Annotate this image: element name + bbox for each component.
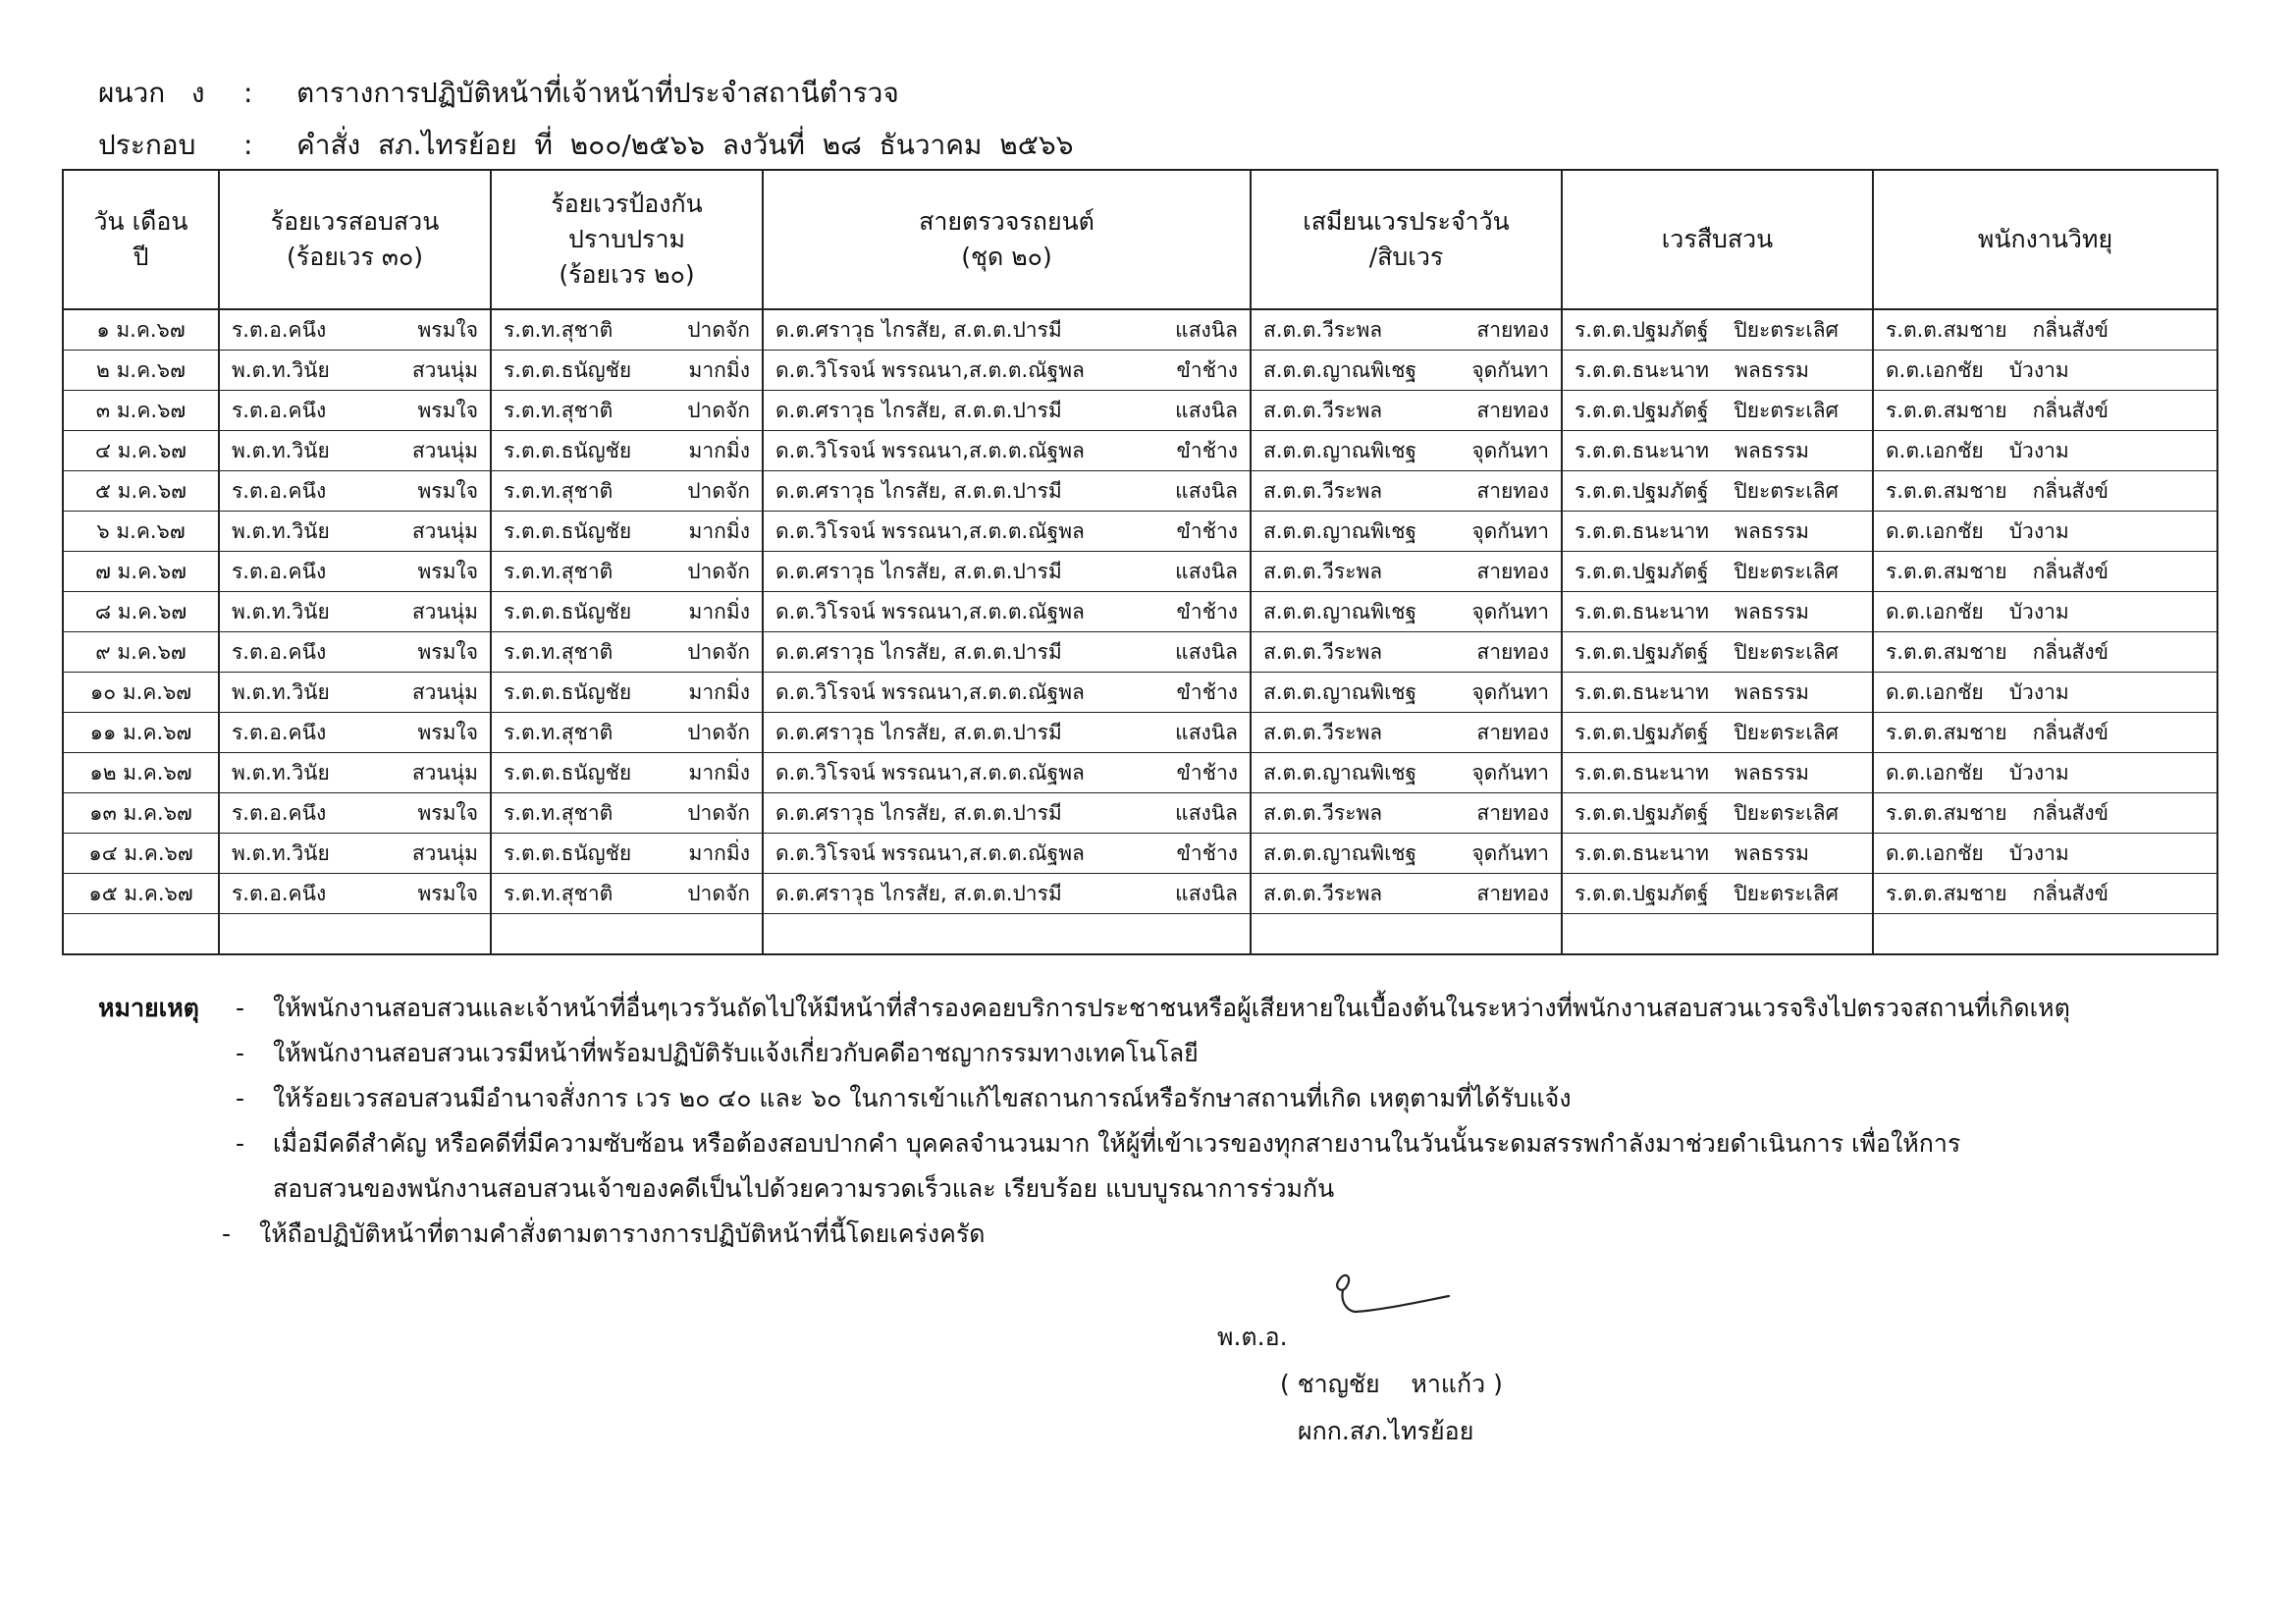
signer-position: ผกก.สภ.ไทรย้อย: [1298, 1417, 1474, 1445]
col-header-daily-clerk: เสมียนเวรประจำวัน /สิบเวร: [1251, 170, 1562, 309]
table-row: ๖ ม.ค.๖๗ พ.ต.ท.วินัย สวนนุ่ม ร.ต.ต.ธนัญชัย มากมิ่ง ด.ต.วิโรจน์ พรรณนา,ส.ต.ต.ณัฐพล ขำช้าง ส.ต.ต.ญาณพิเชฐ จุดกันทา ร.ต.ต.ธนะนาท พลธรรม ด.ต.เอกชัย บัวงาม: [63, 512, 2217, 552]
duty-schedule-table: [62, 169, 2218, 955]
row-date: ๑๔ ม.ค.๖๗: [63, 834, 219, 874]
row-date: ๑๓ ม.ค.๖๗: [63, 793, 219, 834]
table-header-row: [63, 170, 2217, 309]
signer-rank: พ.ต.อ.: [1217, 1323, 1288, 1351]
annex-line: [98, 77, 899, 110]
remark-item: - ให้พนักงานสอบสวนเวรมีหน้าที่พร้อมปฏิบัติรับแจ้งเกี่ยวกับคดีอาชญากรรมทางเทคโนโลยี: [236, 1039, 1199, 1067]
table-row: ๑๓ ม.ค.๖๗ ร.ต.อ.คนึง พรมใจ ร.ต.ท.สุชาติ ปาดจัก ด.ต.ศราวุธ ไกรสัย, ส.ต.ต.ปารมี แสงนิล ส.ต.ต.วีระพล สายทอง ร.ต.ต.ปฐมภัตฐ์ ปิยะตระเลิศ ร.ต.ต.สมชาย กลิ่นสังข์: [63, 793, 2217, 834]
col-header-prevention-duty: ร้อยเวรป้องกัน ปราบปราม (ร้อยเวร ๒๐): [491, 170, 763, 309]
table-row-empty: [63, 914, 2217, 955]
handwritten-signature: [1325, 1267, 1453, 1326]
annex-label: ผนวก ง: [98, 77, 205, 109]
row-date: ๗ ม.ค.๖๗: [63, 552, 219, 592]
annex-title: ตารางการปฏิบัติหน้าที่เจ้าหน้าที่ประจำสถานีตำรวจ: [296, 77, 899, 109]
table-row: ๑๒ ม.ค.๖๗ พ.ต.ท.วินัย สวนนุ่ม ร.ต.ต.ธนัญชัย มากมิ่ง ด.ต.วิโรจน์ พรรณนา,ส.ต.ต.ณัฐพล ขำช้าง ส.ต.ต.ญาณพิเชฐ จุดกันทา ร.ต.ต.ธนะนาท พลธรรม ด.ต.เอกชัย บัวงาม: [63, 753, 2217, 793]
table-row: ๑ ม.ค.๖๗ ร.ต.อ.คนึง พรมใจ ร.ต.ท.สุชาติ ปาดจัก ด.ต.ศราวุธ ไกรสัย, ส.ต.ต.ปารมี แสงนิล ส.ต.ต.วีระพล สายทอง ร.ต.ต.ปฐมภัตฐ์ ปิยะตระเลิศ ร.ต.ต.สมชาย กลิ่นสังข์: [63, 309, 2217, 351]
row-date: ๕ ม.ค.๖๗: [63, 471, 219, 512]
col-header-intelligence-duty: เวรสืบสวน: [1562, 170, 1873, 309]
table-row: ๘ ม.ค.๖๗ พ.ต.ท.วินัย สวนนุ่ม ร.ต.ต.ธนัญชัย มากมิ่ง ด.ต.วิโรจน์ พรรณนา,ส.ต.ต.ณัฐพล ขำช้าง ส.ต.ต.ญาณพิเชฐ จุดกันทา ร.ต.ต.ธนะนาท พลธรรม ด.ต.เอกชัย บัวงาม: [63, 592, 2217, 632]
remark-item-continuation: สอบสวนของพนักงานสอบสวนเจ้าของคดีเป็นไปด้วยความรวดเร็วและ เรียบร้อย แบบบูรณาการร่วมกัน: [273, 1174, 1335, 1203]
table-row: ๓ ม.ค.๖๗ ร.ต.อ.คนึง พรมใจ ร.ต.ท.สุชาติ ปาดจัก ด.ต.ศราวุธ ไกรสัย, ส.ต.ต.ปารมี แสงนิล ส.ต.ต.วีระพล สายทอง ร.ต.ต.ปฐมภัตฐ์ ปิยะตระเลิศ ร.ต.ต.สมชาย กลิ่นสังข์: [63, 391, 2217, 431]
table-row: ๑๑ ม.ค.๖๗ ร.ต.อ.คนึง พรมใจ ร.ต.ท.สุชาติ ปาดจัก ด.ต.ศราวุธ ไกรสัย, ส.ต.ต.ปารมี แสงนิล ส.ต.ต.วีระพล สายทอง ร.ต.ต.ปฐมภัตฐ์ ปิยะตระเลิศ ร.ต.ต.สมชาย กลิ่นสังข์: [63, 713, 2217, 753]
table-row: ๑๔ ม.ค.๖๗ พ.ต.ท.วินัย สวนนุ่ม ร.ต.ต.ธนัญชัย มากมิ่ง ด.ต.วิโรจน์ พรรณนา,ส.ต.ต.ณัฐพล ขำช้าง ส.ต.ต.ญาณพิเชฐ จุดกันทา ร.ต.ต.ธนะนาท พลธรรม ด.ต.เอกชัย บัวงาม: [63, 834, 2217, 874]
remarks-section: [98, 986, 2258, 1257]
row-date: ๑๑ ม.ค.๖๗: [63, 713, 219, 753]
remark-item: - ให้ร้อยเวรสอบสวนมีอำนาจสั่งการ เวร ๒๐ ๔๐ และ ๖๐ ในการเข้าแก้ไขสถานการณ์หรือรักษาสถานที่เกิด เหตุตามที่ได้รับแจ้ง: [236, 1084, 1572, 1112]
remark-item: - ให้ถือปฏิบัติหน้าที่ตามคำสั่งตามตารางการปฏิบัติหน้าที่นี้โดยเคร่งครัด: [222, 1219, 986, 1248]
table-row: ๙ ม.ค.๖๗ ร.ต.อ.คนึง พรมใจ ร.ต.ท.สุชาติ ปาดจัก ด.ต.ศราวุธ ไกรสัย, ส.ต.ต.ปารมี แสงนิล ส.ต.ต.วีระพล สายทอง ร.ต.ต.ปฐมภัตฐ์ ปิยะตระเลิศ ร.ต.ต.สมชาย กลิ่นสังข์: [63, 632, 2217, 673]
reference-colon: :: [243, 129, 253, 161]
table-row: ๗ ม.ค.๖๗ ร.ต.อ.คนึง พรมใจ ร.ต.ท.สุชาติ ปาดจัก ด.ต.ศราวุธ ไกรสัย, ส.ต.ต.ปารมี แสงนิล ส.ต.ต.วีระพล สายทอง ร.ต.ต.ปฐมภัตฐ์ ปิยะตระเลิศ ร.ต.ต.สมชาย กลิ่นสังข์: [63, 552, 2217, 592]
reference-text: คำสั่ง สภ.ไทรย้อย ที่ ๒๐๐/๒๕๖๖ ลงวันที่ ๒๘ ธันวาคม ๒๕๖๖: [296, 129, 1074, 161]
col-header-date: วัน เดือน ปี: [63, 170, 219, 309]
annex-colon: :: [243, 77, 253, 109]
table-row: ๒ ม.ค.๖๗ พ.ต.ท.วินัย สวนนุ่ม ร.ต.ต.ธนัญชัย มากมิ่ง ด.ต.วิโรจน์ พรรณนา,ส.ต.ต.ณัฐพล ขำช้าง ส.ต.ต.ญาณพิเชฐ จุดกันทา ร.ต.ต.ธนะนาท พลธรรม ด.ต.เอกชัย บัวงาม: [63, 351, 2217, 391]
row-date: ๑๐ ม.ค.๖๗: [63, 673, 219, 713]
row-date: ๖ ม.ค.๖๗: [63, 512, 219, 552]
remarks-label: หมายเหตุ: [98, 994, 199, 1022]
remark-item: หมายเหตุ - ให้พนักงานสอบสวนและเจ้าหน้าที่อื่นๆเวรวันถัดไปให้มีหน้าที่สำรองคอยบริการประชาชนหรือผู้เสียหายในเบื้องต้นในระหว่างที่พนักงานสอบสวนเวรจริงไปตรวจสถานที่เกิดเหตุ: [98, 986, 2258, 1031]
table-row: ๔ ม.ค.๖๗ พ.ต.ท.วินัย สวนนุ่ม ร.ต.ต.ธนัญชัย มากมิ่ง ด.ต.วิโรจน์ พรรณนา,ส.ต.ต.ณัฐพล ขำช้าง ส.ต.ต.ญาณพิเชฐ จุดกันทา ร.ต.ต.ธนะนาท พลธรรม ด.ต.เอกชัย บัวงาม: [63, 431, 2217, 471]
row-date: ๓ ม.ค.๖๗: [63, 391, 219, 431]
table-row: ๑๕ ม.ค.๖๗ ร.ต.อ.คนึง พรมใจ ร.ต.ท.สุชาติ ปาดจัก ด.ต.ศราวุธ ไกรสัย, ส.ต.ต.ปารมี แสงนิล ส.ต.ต.วีระพล สายทอง ร.ต.ต.ปฐมภัตฐ์ ปิยะตระเลิศ ร.ต.ต.สมชาย กลิ่นสังข์: [63, 874, 2217, 914]
col-header-investigation-duty: ร้อยเวรสอบสวน (ร้อยเวร ๓๐): [219, 170, 491, 309]
row-date: ๙ ม.ค.๖๗: [63, 632, 219, 673]
table-row: ๕ ม.ค.๖๗ ร.ต.อ.คนึง พรมใจ ร.ต.ท.สุชาติ ปาดจัก ด.ต.ศราวุธ ไกรสัย, ส.ต.ต.ปารมี แสงนิล ส.ต.ต.วีระพล สายทอง ร.ต.ต.ปฐมภัตฐ์ ปิยะตระเลิศ ร.ต.ต.สมชาย กลิ่นสังข์: [63, 471, 2217, 512]
signer-name: ( ชาญชัย หาแก้ว ): [1280, 1370, 1503, 1398]
row-date: ๑๕ ม.ค.๖๗: [63, 874, 219, 914]
row-date: ๑๒ ม.ค.๖๗: [63, 753, 219, 793]
row-date: ๒ ม.ค.๖๗: [63, 351, 219, 391]
row-date: ๔ ม.ค.๖๗: [63, 431, 219, 471]
table-row: ๑๐ ม.ค.๖๗ พ.ต.ท.วินัย สวนนุ่ม ร.ต.ต.ธนัญชัย มากมิ่ง ด.ต.วิโรจน์ พรรณนา,ส.ต.ต.ณัฐพล ขำช้าง ส.ต.ต.ญาณพิเชฐ จุดกันทา ร.ต.ต.ธนะนาท พลธรรม ด.ต.เอกชัย บัวงาม: [63, 673, 2217, 713]
col-header-patrol-car: สายตรวจรถยนต์ (ชุด ๒๐): [763, 170, 1251, 309]
row-date: ๑ ม.ค.๖๗: [63, 309, 219, 351]
row-date: ๘ ม.ค.๖๗: [63, 592, 219, 632]
col-header-radio-operator: พนักงานวิทยุ: [1873, 170, 2217, 309]
remark-item: - เมื่อมีคดีสำคัญ หรือคดีที่มีความซับซ้อน หรือต้องสอบปากคำ บุคคลจำนวนมาก ให้ผู้ที่เข้าเวรของทุกสายงานในวันนั้นระดมสรรพกำลังมาช่วยดำเนินการ เพื่อให้การ: [236, 1129, 1961, 1158]
reference-label: ประกอบ: [98, 129, 196, 161]
reference-line: [98, 129, 1073, 162]
